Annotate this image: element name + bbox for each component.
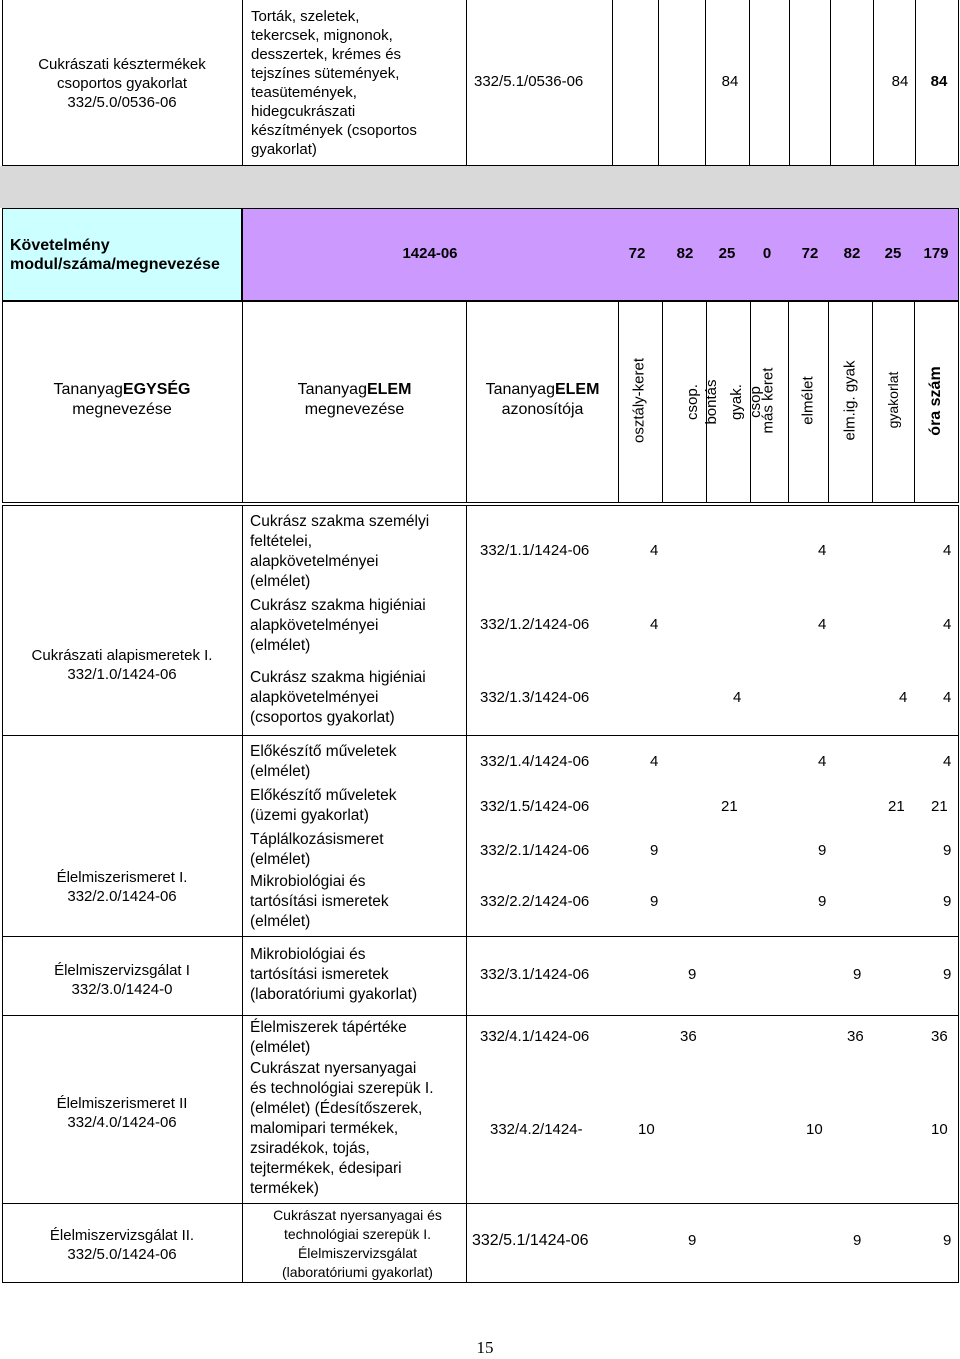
grid-line <box>958 0 959 166</box>
element-code: 332/1.1/1424-06 <box>480 542 590 559</box>
element-name: Cukrász szakma higiéniai alapkövetelményei (elmélet) <box>250 597 426 654</box>
value-gyak-sum: 4 <box>899 689 908 706</box>
header-id-prefix: Tananyag <box>485 381 555 398</box>
element-name: Cukrász szakma higiéniai alapkövetelményei (csoportos gyakorlat) <box>250 669 426 726</box>
value-ora: 4 <box>943 753 952 770</box>
header-col-mas: más keret <box>759 367 777 434</box>
header-col-osztaly: osztály-keret <box>630 357 648 444</box>
top-unit-name: Cukrászati késztermékek csoportos gyakorlat 332/5.0/0536-06 <box>38 55 206 111</box>
header-unit <box>2 380 242 420</box>
value-ora: 9 <box>943 966 952 983</box>
element-code: 332/1.3/1424-06 <box>480 689 590 706</box>
value-elmelet: 4 <box>650 753 659 770</box>
element-name: Előkészítő műveletek (üzemi gyakorlat) <box>250 787 397 824</box>
unit-name: Élelmiszervizsgálat I 332/3.0/1424-0 <box>54 962 190 998</box>
top-value-2: 84 <box>891 72 909 90</box>
header-unit-prefix: Tananyag <box>53 381 123 398</box>
grid-line <box>788 301 789 503</box>
value-ora: 10 <box>931 1121 948 1138</box>
element-name: Táplálkozásismeret (elmélet) <box>250 831 384 868</box>
header-element <box>243 380 466 420</box>
value-elmelet: 9 <box>650 842 659 859</box>
element-code: 332/2.2/1424-06 <box>480 893 590 910</box>
header-col-gyak-line2: csop <box>747 386 764 418</box>
element-name: Élelmiszerek tápértéke (elmélet) <box>250 1019 407 1056</box>
unit-name: Élelmiszervizsgálat II. 332/5.0/1424-06 <box>49 1227 195 1263</box>
element-name: Mikrobiológiai és tartósítási ismeretek (elmélet) <box>250 873 389 930</box>
header-id <box>467 380 618 420</box>
value-ora: 4 <box>943 616 952 633</box>
header-element-prefix: Tananyag <box>297 381 367 398</box>
header-col-csop-line1: csop. <box>684 384 701 420</box>
value-elmelet-sum: 9 <box>818 893 827 910</box>
top-element-name: Torták, szeletek, tekercsek, mignonok, desszertek, krémes és tejszínes sütemények, teasütemények, hidegcukrászati készítmények (csoportos gyakorlat) <box>251 8 417 158</box>
value-elmelet: 4 <box>650 616 659 633</box>
value-gyak-sum: 9 <box>853 966 862 983</box>
value-gyak: 4 <box>733 689 742 706</box>
header-col-csop-line2: bontás <box>703 379 720 425</box>
module-label: Követelmény modul/száma/megnevezése <box>10 236 220 273</box>
top-value-1: 84 <box>721 72 739 90</box>
grid-line <box>612 0 613 166</box>
header-col-elmelet: elmélet <box>799 376 817 425</box>
value-elmelet: 36 <box>680 1028 697 1045</box>
grid-line <box>872 301 873 503</box>
grid-line <box>242 505 243 1283</box>
grid-line <box>2 735 959 736</box>
module-value: 72 <box>801 244 819 262</box>
element-name: Cukrász szakma személyi feltételei, alapkövetelményei (elmélet) <box>250 513 430 590</box>
value-ora: 9 <box>943 1232 952 1249</box>
top-value-3: 84 <box>930 72 948 90</box>
grid-line <box>466 0 467 166</box>
module-value: 82 <box>676 244 694 262</box>
value-elmelet: 9 <box>650 893 659 910</box>
value-ora: 36 <box>931 1028 948 1045</box>
grid-line <box>2 0 3 166</box>
module-value: 25 <box>884 244 902 262</box>
value-gyak-sum: 21 <box>888 798 905 815</box>
unit-name: Cukrászati alapismeretek I. 332/1.0/1424-06 <box>31 647 213 683</box>
value-gyak: 21 <box>721 798 738 815</box>
page-number: 15 <box>476 1338 494 1357</box>
value-elmelet-sum: 4 <box>818 753 827 770</box>
element-code: 332/5.1/1424-06 <box>472 1232 589 1249</box>
value-gyak-sum: 9 <box>853 1232 862 1249</box>
value-elmelet: 4 <box>650 542 659 559</box>
header-id-suffix: azonosítója <box>501 401 584 418</box>
grid-line <box>2 1015 959 1016</box>
header-col-gyak-line1: gyak. <box>728 384 745 420</box>
module-value: 82 <box>843 244 861 262</box>
element-code: 332/1.2/1424-06 <box>480 616 590 633</box>
grid-line <box>828 301 829 503</box>
element-code: 332/1.4/1424-06 <box>480 753 590 770</box>
gap-row <box>0 166 960 208</box>
module-value: 0 <box>762 244 772 262</box>
header-col-elmig: elm.ig. gyak <box>841 360 859 441</box>
value-elmelet: 10 <box>638 1121 655 1138</box>
module-value: 179 <box>923 244 949 262</box>
element-code: 332/3.1/1424-06 <box>480 966 590 983</box>
header-col-gyakorlat: gyakorlat <box>885 371 901 429</box>
header-col-gyak <box>708 352 764 452</box>
unit-name: Élelmiszerismeret I. 332/2.0/1424-06 <box>56 869 188 905</box>
value-ora: 4 <box>943 689 952 706</box>
value-elmelet-sum: 4 <box>818 616 827 633</box>
element-code: 332/4.1/1424-06 <box>480 1028 590 1045</box>
grid-line <box>914 301 915 503</box>
header-unit-bold: EGYSÉG <box>122 381 191 398</box>
value-ora: 9 <box>943 842 952 859</box>
value-gyak: 9 <box>688 1232 697 1249</box>
value-gyak: 9 <box>688 966 697 983</box>
grid-line <box>873 0 874 166</box>
element-code: 332/4.2/1424- <box>490 1121 583 1138</box>
grid-line <box>749 0 750 166</box>
grid-line <box>789 0 790 166</box>
module-value: 25 <box>718 244 736 262</box>
value-elmelet-sum: 4 <box>818 542 827 559</box>
header-unit-suffix: megnevezése <box>72 401 172 418</box>
header-col-csop <box>664 352 720 452</box>
grid-line <box>705 0 706 166</box>
value-ora: 9 <box>943 893 952 910</box>
grid-line <box>658 0 659 166</box>
element-name: Mikrobiológiai és tartósítási ismeretek (laboratóriumi gyakorlat) <box>250 946 418 1003</box>
header-id-bold: ELEM <box>554 381 600 398</box>
grid-line <box>618 301 619 503</box>
header-element-bold: ELEM <box>366 381 412 398</box>
header-col-ora: óra szám <box>927 366 944 436</box>
top-row <box>0 0 960 166</box>
module-value: 72 <box>628 244 646 262</box>
grid-line <box>242 0 243 166</box>
grid-line <box>915 0 916 166</box>
element-code: 332/1.5/1424-06 <box>480 798 590 815</box>
value-ora: 21 <box>931 798 948 815</box>
grid-line <box>2 936 959 937</box>
module-code: 1424-06 <box>402 244 458 262</box>
element-name: Cukrászat nyersanyagai és technológiai szerepük I. (elmélet) (Édesítőszerek, malomipari termékek, zsiradékok, tojás, tejtermékek, édesipari termékek) <box>250 1060 434 1197</box>
value-elmelet-sum: 36 <box>847 1028 864 1045</box>
unit-name: Élelmiszerismeret II 332/4.0/1424-06 <box>56 1095 188 1131</box>
top-element-code: 332/5.1/0536-06 <box>474 72 584 90</box>
grid-line <box>2 1203 959 1204</box>
header-element-suffix: megnevezése <box>304 401 405 418</box>
value-elmelet-sum: 9 <box>818 842 827 859</box>
grid-line <box>662 301 663 503</box>
element-code: 332/2.1/1424-06 <box>480 842 590 859</box>
grid-line <box>830 0 831 166</box>
value-elmelet-sum: 10 <box>806 1121 823 1138</box>
element-name: Előkészítő műveletek (elmélet) <box>250 743 397 780</box>
element-name: Cukrászat nyersanyagai és technológiai szerepük I. Élelmiszervizsgálat (laboratóriumi gyakorlat) <box>273 1207 442 1280</box>
value-ora: 4 <box>943 542 952 559</box>
grid-line <box>466 505 467 1283</box>
